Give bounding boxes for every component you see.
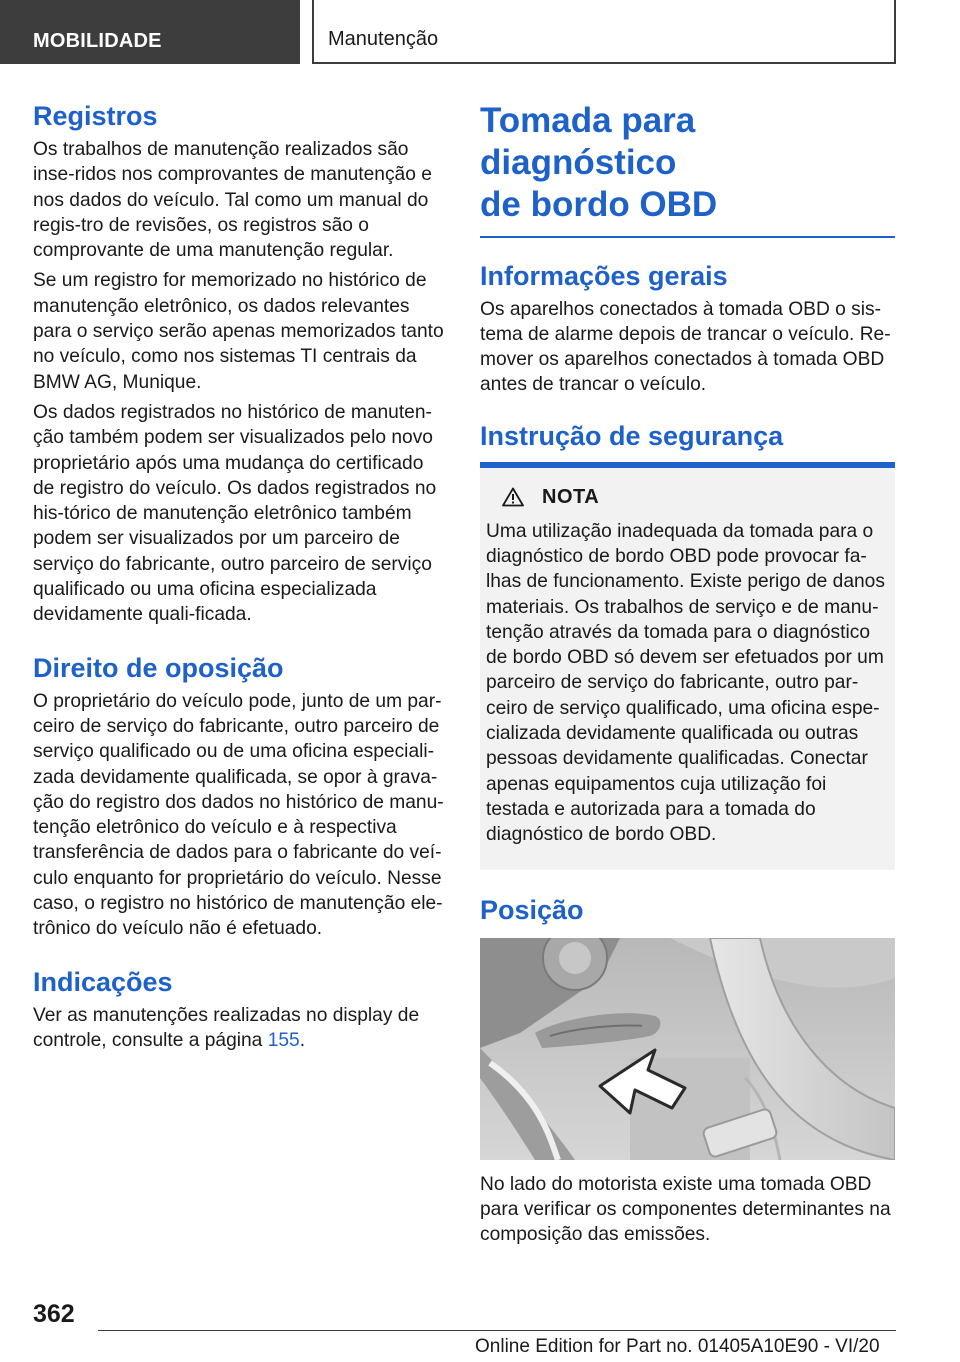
registros-paragraph-3: Os dados registrados no histórico de manuten-ção também podem ser visualizados pelo novo proprietário após uma mudança do certificado de registro do veículo. Os dados registrados no his-tórico de manutenção eletrônico também podem ser visualizados por um parceiro de serviço do fabricante, outro parceiro de serviço qualificado ou uma oficina especializada devidamente quali-ficada. — [33, 401, 437, 626]
footer-divider — [98, 1330, 896, 1331]
direito-paragraph: O proprietário do veículo pode, junto de um par-ceiro de serviço do fabricante, outro parceiro de serviço qualificado ou de uma oficina especiali-zada devidamente qualificada, se opor à grava-ção do registro dos dados no histórico de manu-tenção eletrônico do veículo e à respectiva transferência de dados para o fabricante do veí-culo enquanto for proprietário do veículo. Nesse caso, o registro no histórico de manutenção ele-trônico do veículo não é efetuado. — [33, 690, 444, 940]
note-box — [480, 462, 895, 870]
section-tab — [0, 0, 300, 64]
indicacoes-heading: Indicações — [33, 966, 173, 997]
registros-paragraph-1: Os trabalhos de manutenção realizados são inse-ridos nos comprovantes de manutenção e nos dados do veículo. Tal como um manual do regis-tro de revisões, os registros são o comprovante de uma manutenção regular. — [33, 139, 432, 262]
direito-heading: Direito de oposição — [33, 652, 284, 683]
note-header — [502, 486, 889, 509]
page-title-line-2: de bordo OBD — [480, 185, 718, 224]
indicacoes-paragraph — [33, 1003, 448, 1054]
registros-paragraph-2: Se um registro for memorizado no histórico de manutenção eletrônico, os dados relevantes para o serviço serão apenas memorizados tanto no veículo, como nos sistemas TI centrais da BMW AG, Munique. — [33, 270, 444, 393]
warning-triangle-icon — [502, 487, 524, 507]
photo-caption: No lado do motorista existe uma tomada OBD para verificar os componentes determinantes na composição das emissões. — [480, 1173, 891, 1246]
direito-section — [33, 652, 448, 942]
posicao-heading: Posição — [480, 894, 584, 925]
note-title: NOTA — [542, 485, 600, 508]
info-paragraph: Os aparelhos conectados à tomada OBD o sis-tema de alarme depois de trancar o veículo. Re-mover os aparelhos conectados à tomada OBD antes de trancar o veículo. — [480, 298, 891, 396]
section-title: MOBILIDADE — [33, 30, 162, 52]
right-column — [480, 100, 895, 1247]
page-title-line-1: Tomada para diagnóstico — [480, 101, 696, 182]
indicacoes-section — [33, 966, 448, 1054]
page-title — [480, 100, 895, 226]
indicacoes-text-end: . — [299, 1029, 306, 1051]
indicacoes-text: Ver as manutenções realizadas no display de controle, consulte a página — [33, 1004, 420, 1051]
edition-footer: Online Edition for Part no. 01405A10E90 - VI/20 — [475, 1336, 880, 1357]
registros-heading: Registros — [33, 101, 158, 131]
page-link[interactable]: 155 — [267, 1029, 300, 1051]
seguranca-section — [480, 420, 895, 870]
registros-section — [33, 100, 448, 628]
left-column — [33, 100, 448, 1053]
title-divider — [480, 236, 895, 238]
note-text: Uma utilização inadequada da tomada para o diagnóstico de bordo OBD pode provocar fa-lhas de funcionamento. Existe perigo de danos materiais. Os trabalhos de serviço e de manu-tenção através da tomada para o diagnóstico de bordo OBD só devem ser efetuados por um parceiro de serviço do fabricante, outro par-ceiro de serviço qualificado, uma oficina espe-cializada devidamente qualificada ou outras pessoas devidamente qualificadas. Conectar apenas equipamentos cuja utilização foi testada e autorizada para a tomada do diagnóstico de bordo OBD. — [486, 520, 885, 846]
info-section — [480, 260, 895, 398]
chapter-title: Manutenção — [328, 28, 439, 50]
seguranca-heading: Instrução de segurança — [480, 420, 784, 451]
chapter-tab — [312, 0, 896, 64]
obd-location-photo — [480, 938, 895, 1160]
posicao-section — [480, 894, 895, 1248]
info-heading: Informações gerais — [480, 260, 728, 291]
page-number: 362 — [33, 1300, 75, 1328]
